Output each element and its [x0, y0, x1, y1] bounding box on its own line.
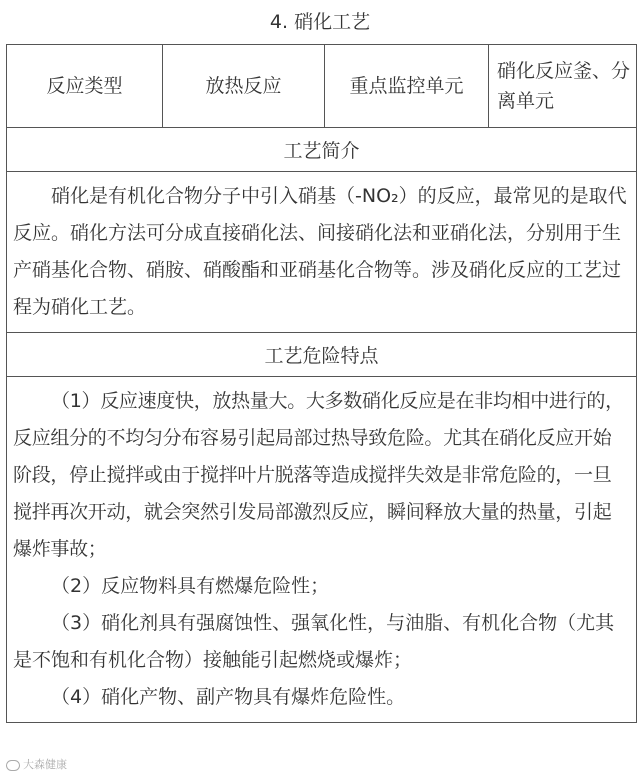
watermark-logo-icon	[6, 760, 20, 771]
hazard-heading: 工艺危险特点	[7, 333, 637, 377]
intro-text: 硝化是有机化合物分子中引入硝基（-NO₂）的反应，最常见的是取代反应。硝化方法可分成直接硝化法、间接硝化法和亚硝化法，分别用于生产硝基化合物、硝胺、硝酸酯和亚硝基化合物等。涉及硝化反应的工艺过程为硝化工艺。	[7, 172, 637, 333]
hazard-item: （3）硝化剂具有强腐蚀性、强氧化性，与油脂、有机化合物（尤其是不饱和有机化合物）接触能引起燃烧或爆炸；	[13, 612, 615, 671]
hazard-list	[7, 377, 637, 723]
monitor-unit-value: 硝化反应釜、分离单元	[489, 45, 637, 128]
document-title: 4. 硝化工艺	[269, 11, 371, 33]
hazard-heading-row	[7, 333, 637, 377]
hazard-item: （1）反应速度快，放热量大。大多数硝化反应是在非均相中进行的，反应组分的不均匀分布容易引起局部过热导致危险。尤其在硝化反应开始阶段，停止搅拌或由于搅拌叶片脱落等造成搅拌失效是非常危险的，一旦搅拌再次开动，就会突然引发局部激烈反应，瞬间释放大量的热量，引起爆炸事故；	[13, 390, 624, 560]
watermark	[6, 756, 67, 772]
hazard-item: （2）反应物料具有燃爆危险性；	[51, 575, 330, 597]
intro-body-row	[7, 172, 637, 333]
monitor-unit-label: 重点监控单元	[325, 45, 489, 128]
watermark-text: 大森健康	[23, 758, 67, 771]
reaction-type-value: 放热反应	[163, 45, 325, 128]
header-row	[7, 45, 637, 128]
reaction-type-label: 反应类型	[7, 45, 163, 128]
intro-heading-row	[7, 128, 637, 172]
process-table	[6, 44, 637, 723]
hazard-item: （4）硝化产物、副产物具有爆炸危险性。	[51, 686, 406, 708]
intro-heading: 工艺简介	[7, 128, 637, 172]
hazard-body-row	[7, 377, 637, 723]
